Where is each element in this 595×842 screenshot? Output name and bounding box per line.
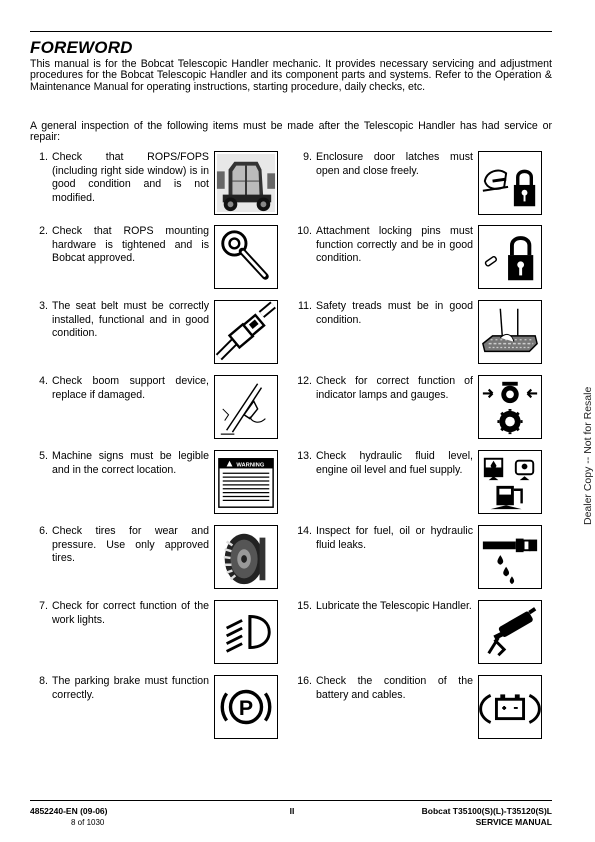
indicator-lamp-icon (478, 375, 542, 439)
item-text: Lubricate the Telescopic Handler. (316, 600, 472, 612)
list-item (294, 450, 554, 520)
list-item (294, 525, 554, 595)
item-text: Inspect for fuel, oil or hydraulic fluid leaks. (316, 525, 473, 551)
list-item (30, 375, 290, 445)
model-name: Bobcat T35100(S)(L)-T35120(S)L (421, 806, 552, 816)
page-label: II (289, 806, 295, 816)
item-number: 1. (39, 151, 48, 163)
item-text: The parking brake must function correctly. (52, 675, 209, 701)
tire-icon (214, 525, 278, 589)
dealer-copy-stamp: Dealer Copy -- Not for Resale (582, 386, 594, 525)
list-item (30, 450, 290, 520)
list-item (294, 300, 554, 370)
item-text: Check for correct function of the work lights. (52, 600, 209, 626)
document-number: 4852240-EN (09-06) (30, 806, 108, 816)
item-text: Check for correct function of indicator lamps and gauges. (316, 375, 473, 401)
work-light-icon (214, 600, 278, 664)
manual-name: SERVICE MANUAL (475, 817, 552, 827)
item-text: Attachment locking pins must function correctly and be in good condition. (316, 225, 473, 265)
item-number: 8. (39, 675, 48, 687)
item-number: 12. (297, 375, 312, 387)
list-item (30, 600, 290, 670)
fluid-level-icon (478, 450, 542, 514)
list-item (294, 675, 554, 745)
item-text: Check tires for wear and pressure. Use only approved tires. (52, 525, 209, 565)
list-item (294, 151, 554, 221)
safety-tread-icon (478, 300, 542, 364)
page-count: 8 of 1030 (71, 818, 105, 827)
item-text: Enclosure door latches must open and close freely. (316, 151, 473, 177)
warning-sign-icon (214, 450, 278, 514)
page-title: FOREWORD (30, 38, 133, 57)
door-latch-lock-icon (478, 151, 542, 215)
item-text: Safety treads must be in good condition. (316, 300, 473, 326)
item-number: 14. (297, 525, 312, 537)
item-text: The seat belt must be correctly installed, functional and in good condition. (52, 300, 209, 340)
list-item (294, 600, 554, 670)
footer-model (380, 806, 552, 828)
parking-brake-symbol: P (238, 695, 254, 720)
list-item (30, 225, 290, 295)
intro-paragraph: This manual is for the Bobcat Telescopic Handler mechanic. It provides necessary servicing and adjustment procedures for the Bobcat Telescopic Handler and its component parts and systems. Refer to the Operation & Maintenance Manual for operating instructions, starting procedure, daily checks, etc. (30, 58, 552, 93)
list-item (30, 300, 290, 370)
item-text: Machine signs must be legible and in the correct location. (52, 450, 209, 476)
item-text: Check boom support device, replace if damaged. (52, 375, 209, 401)
footer-rule (30, 800, 552, 801)
item-number: 11. (298, 300, 312, 312)
item-text: Check that ROPS mounting hardware is tightened and is Bobcat approved. (52, 225, 209, 265)
parking-brake-icon (214, 675, 278, 739)
item-number: 15. (297, 600, 312, 612)
list-item (294, 225, 554, 295)
seat-belt-icon (214, 300, 278, 364)
list-item (294, 375, 554, 445)
list-item (30, 525, 290, 595)
item-number: 2. (39, 225, 48, 237)
boom-support-icon (214, 375, 278, 439)
item-text: Check that ROPS/FOPS (including right side window) is in good condition and is not modified. (52, 151, 209, 204)
battery-icon (478, 675, 542, 739)
item-number: 9. (303, 151, 312, 163)
header-rule (30, 31, 552, 32)
grease-gun-icon (478, 600, 542, 664)
item-number: 4. (39, 375, 48, 387)
item-number: 16. (297, 675, 312, 687)
locking-pin-icon (478, 225, 542, 289)
item-number: 13. (297, 450, 312, 462)
item-number: 6. (39, 525, 48, 537)
telehandler-cab-icon (214, 151, 278, 215)
item-number: 3. (39, 300, 48, 312)
inspection-paragraph: A general inspection of the following items must be made after the Telescopic Handler has had service or repair: (30, 120, 552, 144)
item-number: 10. (297, 225, 312, 237)
item-text: Check hydraulic fluid level, engine oil level and fuel supply. (316, 450, 473, 476)
item-text: Check the condition of the battery and cables. (316, 675, 473, 701)
list-item (30, 151, 290, 221)
item-number: 5. (39, 450, 48, 462)
warning-sign-label: WARNING (236, 462, 265, 469)
item-number: 7. (39, 600, 48, 612)
wrench-icon (214, 225, 278, 289)
fluid-leak-icon (478, 525, 542, 589)
list-item (30, 675, 290, 745)
